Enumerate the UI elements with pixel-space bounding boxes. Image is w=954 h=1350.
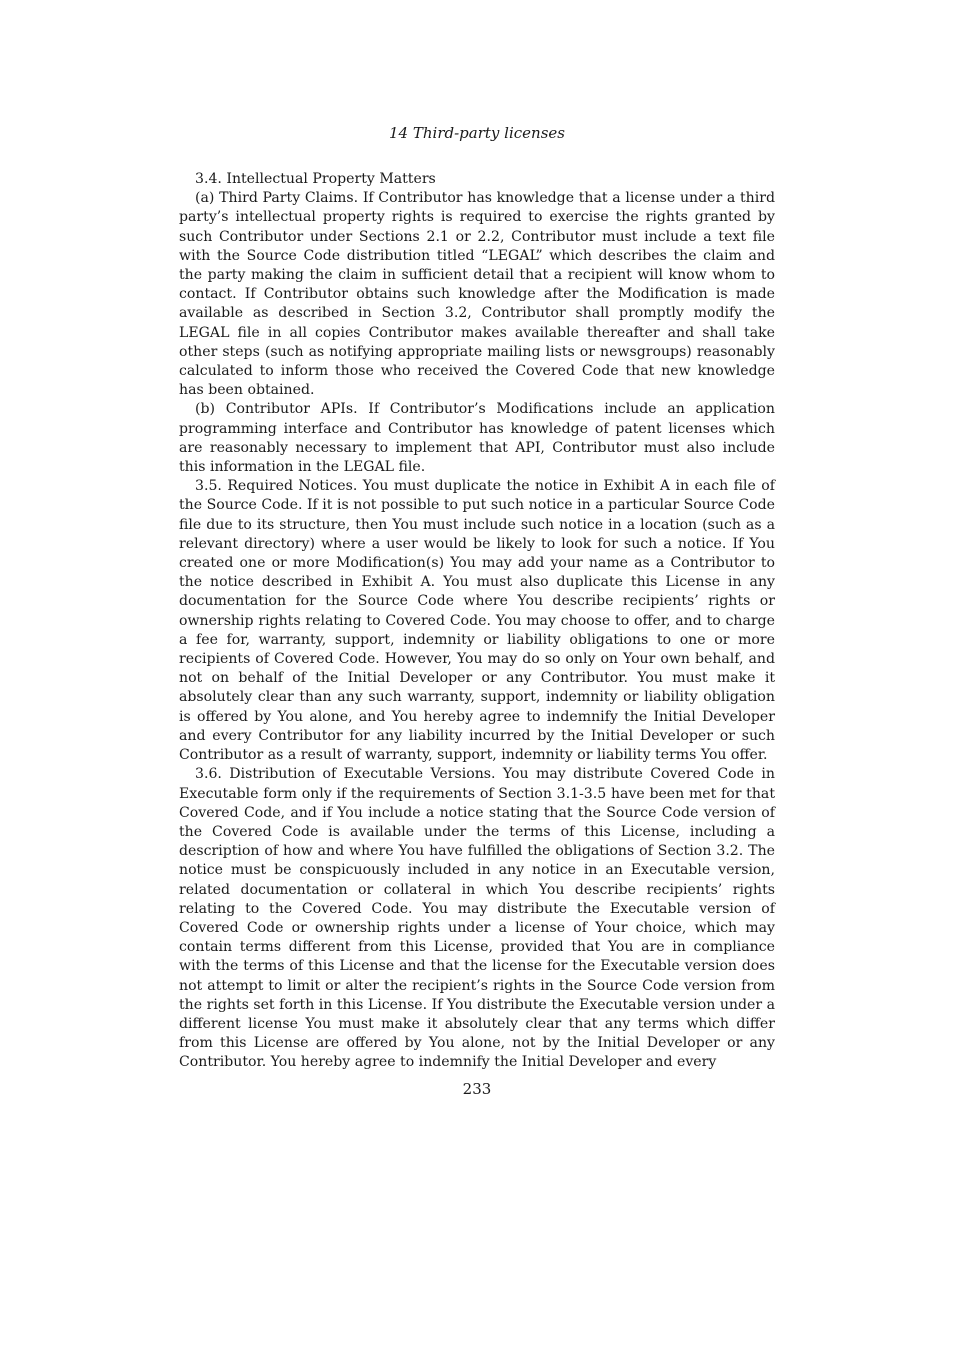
- section-heading-3-4: 3.4. Intellectual Property Matters: [195, 171, 436, 187]
- page-number: 233: [462, 1080, 492, 1098]
- license-body: [179, 170, 775, 1073]
- paragraph-required-notices: 3.5. Required Notices. You must duplicate the notice in Exhibit A in each file of the Source Code. If it is not possible to put such notice in a particular Source Code file due to its structure, then You must include such notice in a location (such as a relevant directory) where a user would be likely to look for such a notice. If You created one or more Modification(s) You may add your name as a Contributor to the notice described in Exhibit A. You must also duplicate this License in any documentation for the Source Code where You describe recipients’ rights or ownership rights relating to Covered Code. You may choose to offer, and to charge a fee for, warranty, support, indemnity or liability obligations to one or more recipients of Covered Code. However, You may do so only on Your own behalf, and not on behalf of the Initial Developer or any Contributor. You must make it absolutely clear than any such warranty, support, indemnity or liability obligation is offered by You alone, and You hereby agree to indemnify the Initial Developer and every Contributor for any liability incurred by the Initial Developer or such Contributor as a result of warranty, support, indemnity or liability terms You offer.: [179, 478, 775, 764]
- paragraph-contributor-apis: (b) Contributor APIs. If Contributor’s Modifications include an application programming interface and Contributor has knowledge of patent licenses which are reasonably necessary to implement that API, Contributor must also include this information in the LEGAL file.: [179, 401, 775, 476]
- paragraph-third-party-claims: (a) Third Party Claims. If Contributor has knowledge that a license under a third party’s intellectual property rights is required to exercise the rights granted by such Contributor under Sections 2.1 or 2.2, Contributor must include a text file with the Source Code distribution titled “LEGAL” which describes the claim and the party making the claim in sufficient detail that a recipient will know whom to contact. If Contributor obtains such knowledge after the Modification is made available as described in Section 3.2, Contributor shall promptly modify the LEGAL file in all copies Contributor makes available thereafter and shall take other steps (such as notifying appropriate mailing lists or newsgroups) reasonably calculated to inform those who received the Covered Code that new knowledge has been obtained.: [179, 190, 775, 399]
- paragraph-executable-versions: 3.6. Distribution of Executable Versions. You may distribute Covered Code in Executable form only if the requirements of Section 3.1-3.5 have been met for that Covered Code, and if You include a notice stating that the Source Code version of the Covered Code is available under the terms of this License, including a description of how and where You have fulfilled the obligations of Section 3.2. The notice must be conspicuously included in any notice in an Executable version, related documentation or collateral in which You describe recipients’ rights relating to the Covered Code. You may distribute the Executable version of Covered Code or ownership rights under a license of Your choice, which may contain terms different from this License, provided that You are in compliance with the terms of this License and that the license for the Executable version does not attempt to limit or alter the recipient’s rights in the Source Code version from the rights set forth in this License. If You distribute the Executable version under a different license You must make it absolutely clear that any terms which differ from this License are offered by You alone, not by the Initial Developer or any Contributor. You hereby agree to indemnify the Initial Developer and every: [179, 766, 775, 1071]
- running-header: 14 Third-party licenses: [389, 124, 565, 142]
